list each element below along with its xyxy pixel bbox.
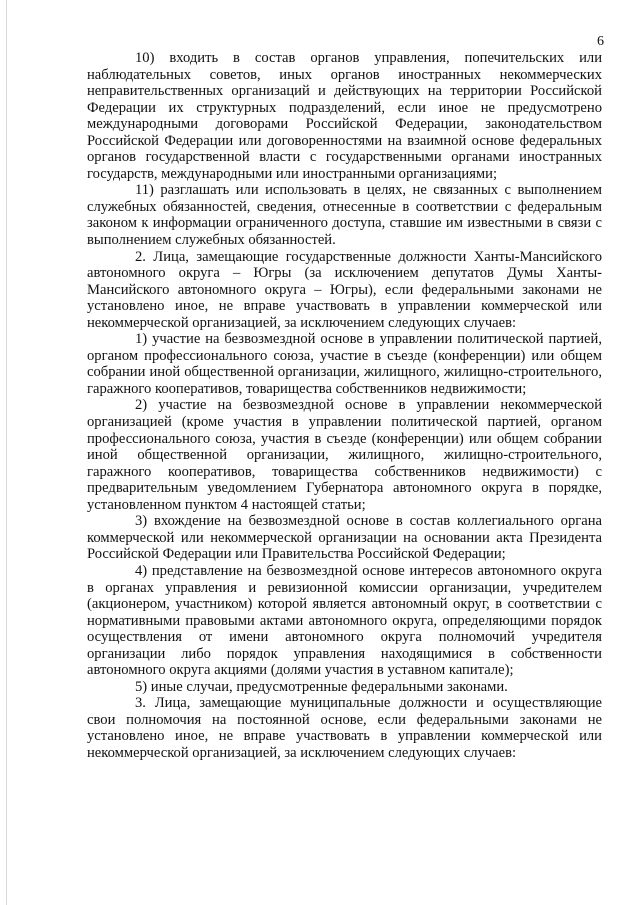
paragraph-case-5: 5) иные случаи, предусмотренные федеральными законами. xyxy=(135,678,508,695)
paragraph-item-10: 10) входить в состав органов управления, попечительских или наблюдательных советов, иных органов иностранных некоммерческих неправительственных организаций и действующих на территории Российской Федерации их структурных подразделений, если иное не предусмотрено международными договорами Российской Федерации, законодательством Российской Федерации или договоренностями на взаимной основе федеральных органов государственной власти с государственными органами иностранных государств, международными или иностранными организациями; xyxy=(87,50,602,182)
page-number: 6 xyxy=(597,34,604,49)
paragraph-case-4: 4) представление на безвозмездной основе интересов автономного округа в органах управления и ревизионной комиссии организации, учредителем (акционером, участником) которой является автономный округ, в соответствии с нормативными правовыми актами автономного округа, определяющими порядок осуществления от имени автономного округа полномочий учредителя организации либо порядок управления находящимися в собственности автономного округа акциями (долями участия в уставном капитале); xyxy=(87,562,602,679)
paragraph-section-3: 3. Лица, замещающие муниципальные должности и осуществляющие свои полномочия на постоянной основе, если федеральными законами не установлено иное, не вправе участвовать в управлении коммерческой или некоммерческой организацией, за исключением следующих случаев: xyxy=(87,695,602,761)
document-body xyxy=(87,50,602,762)
paragraph-case-1: 1) участие на безвозмездной основе в управлении политической партией, органом профессионального союза, участие в съезде (конференции) или общем собрании иной общественной организации, жилищного, жилищно-строительного, гаражного кооперативов, товарищества собственников недвижимости; xyxy=(87,331,602,397)
scan-edge-line xyxy=(6,0,7,905)
paragraph-case-3: 3) вхождение на безвозмездной основе в состав коллегиального органа коммерческой или некоммерческой организации на основании акта Президента Российской Федерации или Правительства Российской Федерации; xyxy=(87,513,602,563)
paragraph-item-11: 11) разглашать или использовать в целях, не связанных с выполнением служебных обязанностей, сведения, отнесенные в соответствии с федеральным законом к информации ограниченного доступа, ставшие им известными в связи с выполнением служебных обязанностей. xyxy=(87,182,602,249)
paragraph-case-2: 2) участие на безвозмездной основе в управлении некоммерческой организацией (кроме участия в управлении политической партией, органом профессионального союза, участия в съезде (конференции) или общем собрании иной общественной организации, жилищного, жилищно-строительного, гаражного кооперативов, товарищества собственников недвижимости) с предварительным уведомлением Губернатора автономного округа в порядке, установленном пунктом 4 настоящей статьи; xyxy=(87,397,602,513)
paragraph-section-2: 2. Лица, замещающие государственные должности Ханты-Мансийского автономного округа – Югры (за исключением депутатов Думы Ханты-Мансийского автономного округа – Югры), если федеральными законами не установлено иное, не вправе участвовать в управлении коммерческой или некоммерческой организацией, за исключением следующих случаев: xyxy=(87,248,602,331)
